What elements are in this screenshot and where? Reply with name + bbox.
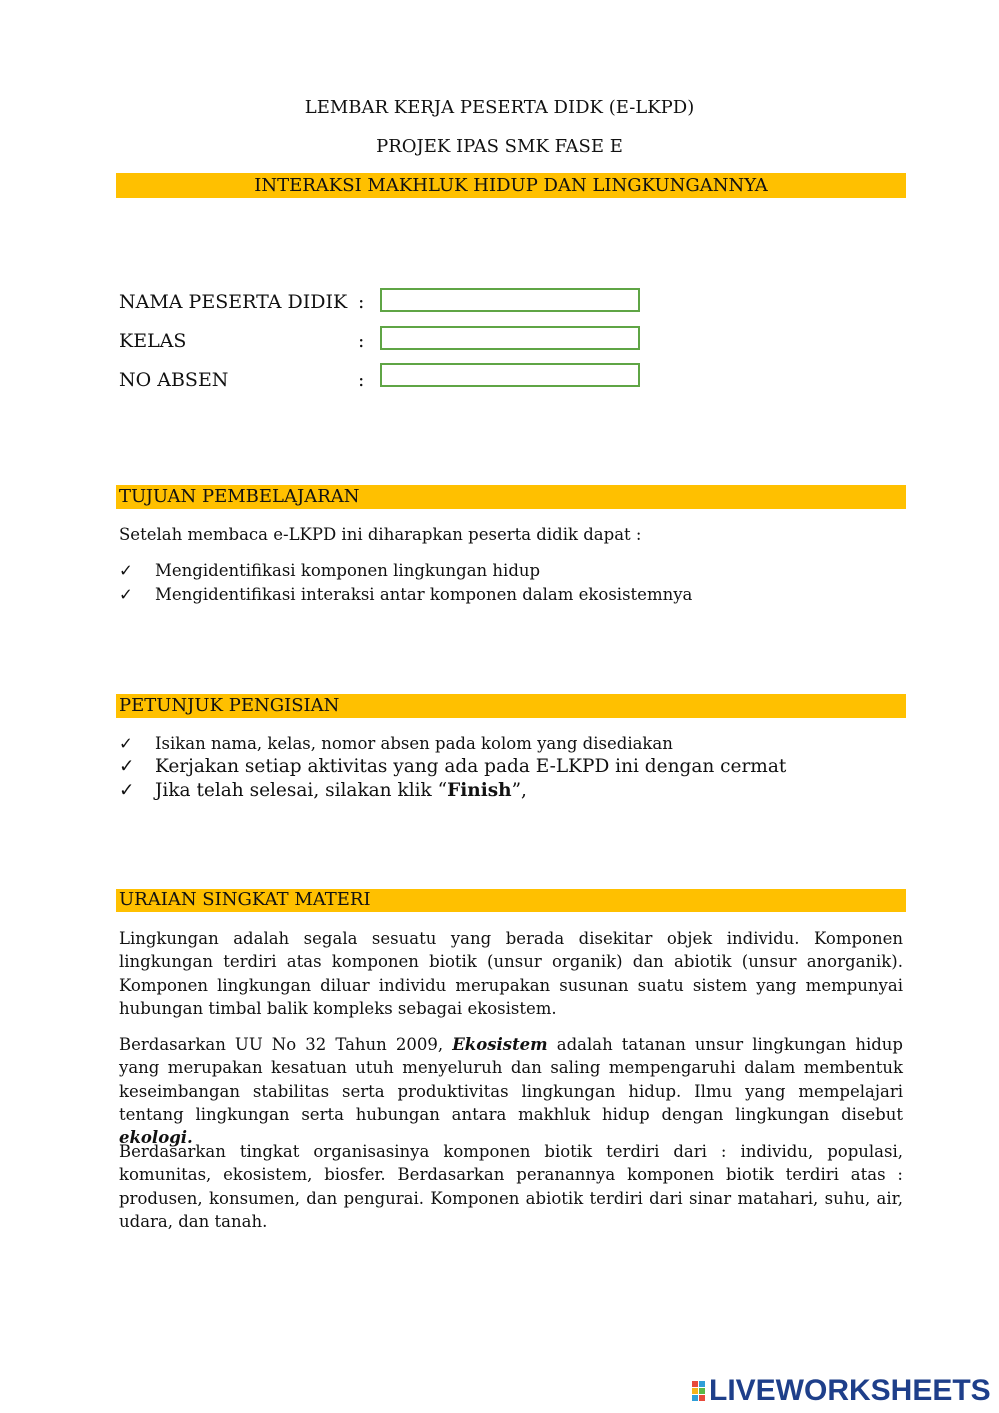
absen-colon: : (358, 369, 365, 391)
list-item: ✓ Mengidentifikasi interaksi antar komponen dalam ekosistemnya (119, 585, 693, 604)
checkmark-icon: ✓ (119, 585, 133, 604)
tujuan-intro: Setelah membaca e-LKPD ini diharapkan peserta didik dapat : (119, 525, 642, 544)
name-colon: : (358, 291, 365, 313)
topic-banner: INTERAKSI MAKHLUK HIDUP DAN LINGKUNGANNYA (116, 173, 906, 198)
class-colon: : (358, 330, 365, 352)
materi-title: URAIAN SINGKAT MATERI (119, 889, 371, 910)
materi-paragraph-1: Lingkungan adalah segala sesuatu yang berada disekitar objek individu. Komponen lingkungan terdiri atas komponen biotik (unsur organik) dan abiotik (unsur anorganik). Komponen lingkungan diluar individu merupakan susunan suatu sistem yang mempunyai hubungan timbal balik kompleks sebagai ekosistem. (119, 929, 903, 1018)
tujuan-title: TUJUAN PEMBELAJARAN (119, 486, 360, 507)
ekologi-term: ekologi. (119, 1128, 193, 1148)
name-label: NAMA PESERTA DIDIK (119, 291, 348, 313)
checkmark-icon: ✓ (119, 780, 135, 801)
liveworksheets-logo (692, 1374, 991, 1408)
list-item: ✓ Isikan nama, kelas, nomor absen pada kolom yang disediakan (119, 734, 673, 753)
checkmark-icon: ✓ (119, 756, 135, 777)
absen-input[interactable] (380, 363, 640, 387)
checkmark-icon: ✓ (119, 561, 133, 580)
absen-label: NO ABSEN (119, 369, 229, 391)
liveworksheets-icon (692, 1381, 705, 1401)
class-label: KELAS (119, 330, 187, 352)
list-item: ✓ Mengidentifikasi komponen lingkungan hidup (119, 561, 541, 580)
name-input[interactable] (380, 288, 640, 312)
finish-keyword: Finish (447, 780, 512, 801)
materi-paragraph-3: Berdasarkan tingkat organisasinya komponen biotik terdiri dari : individu, populasi, komunitas, ekosistem, biosfer. Berdasarkan peranannya komponen biotik terdiri atas : produsen, konsumen, dan pengurai. Komponen abiotik terdiri dari sinar matahari, suhu, air, udara, dan tanah. (119, 1142, 903, 1231)
checkmark-icon: ✓ (119, 734, 133, 753)
document-title: LEMBAR KERJA PESERTA DIDK (E-LKPD) (304, 97, 695, 118)
list-item: ✓ Jika telah selesai, silakan klik “Finish”, (119, 780, 527, 801)
class-input[interactable] (380, 326, 640, 350)
ekosistem-term: Ekosistem (452, 1035, 548, 1054)
petunjuk-title: PETUNJUK PENGISIAN (119, 695, 340, 716)
logo-text: LIVEWORKSHEETS (709, 1374, 991, 1407)
document-subtitle: PROJEK IPAS SMK FASE E (376, 136, 623, 157)
materi-paragraph-2: Berdasarkan UU No 32 Tahun 2009, Ekosistem adalah tatanan unsur lingkungan hidup yang merupakan kesatuan utuh menyeluruh dan saling mempengaruhi dalam membentuk keseimbangan stabilitas serta produktivitas lingkungan hidup. Ilmu yang mempelajari tentang lingkungan serta hubungan antara makhluk hidup dengan lingkungan disebut ekologi. (119, 1035, 903, 1148)
list-item: ✓ Kerjakan setiap aktivitas yang ada pada E-LKPD ini dengan cermat (119, 756, 787, 777)
